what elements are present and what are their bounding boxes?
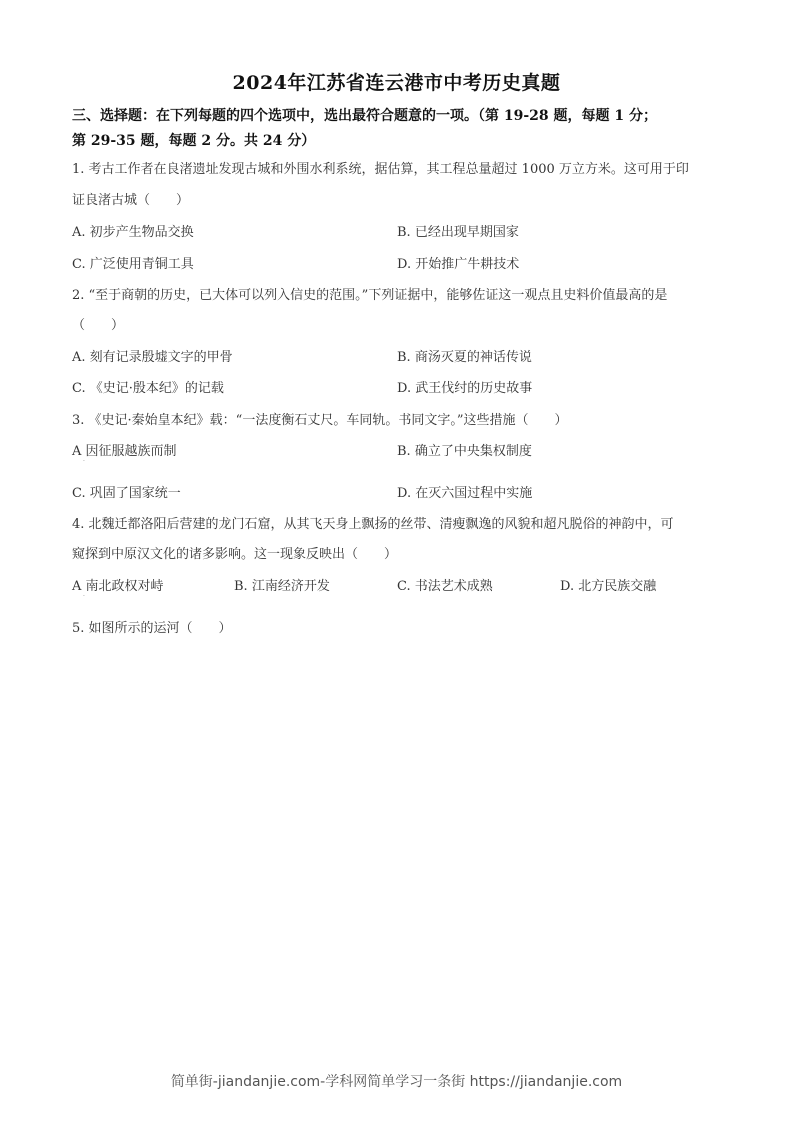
stray-dot: · xyxy=(83,593,85,600)
question-4-option-c: C. 书法艺术成熟 xyxy=(397,579,493,594)
question-2-stem-line2: （ ） xyxy=(72,318,125,333)
question-3-option-b: B. 确立了中央集权制度 xyxy=(397,444,532,459)
question-5-stem-line1: 5. 如图所示的运河（ ） xyxy=(72,621,232,636)
question-1-option-a: A. 初步产生物品交换 xyxy=(72,225,194,240)
stray-dot: · xyxy=(83,458,85,465)
question-4-option-a: A 南北政权对峙 xyxy=(72,579,164,594)
page-title: 2024年江苏省连云港市中考历史真题 xyxy=(232,72,561,94)
question-1-option-c: C. 广泛使用青铜工具 xyxy=(72,257,194,272)
question-2-option-c: C. 《史记·殷本纪》的记载 xyxy=(72,381,224,396)
question-3-option-a: A 因征服越族而制 xyxy=(72,444,177,459)
section-header-line2: 第 29-35 题，每题 2 分。共 24 分） xyxy=(72,133,316,149)
question-2-option-b: B. 商汤灭夏的神话传说 xyxy=(397,350,532,365)
question-2-option-a: A. 刻有记录殷墟文字的甲骨 xyxy=(72,350,233,365)
question-1-option-b: B. 已经出现早期国家 xyxy=(397,225,519,240)
question-4-option-b: B. 江南经济开发 xyxy=(234,579,330,594)
question-4-stem-line2: 窥探到中原汉文化的诸多影响。这一现象反映出（ ） xyxy=(72,547,398,562)
question-1-option-d: D. 开始推广牛耕技术 xyxy=(397,257,520,272)
question-4-option-d: D. 北方民族交融 xyxy=(560,579,657,594)
question-3-stem-line1: 3. 《史记·秦始皇本纪》载：“一法度衡石丈尺。车同轨。书同文字。”这些措施（ ） xyxy=(72,413,568,428)
section-header xyxy=(72,104,732,154)
question-2-option-d: D. 武王伐纣的历史故事 xyxy=(397,381,533,396)
question-2-stem-line1: 2. “至于商朝的历史，已大体可以列入信史的范围。”下列证据中，能够佐证这一观点且史料价值最高的是 xyxy=(72,288,668,303)
question-1-stem-line2: 证良渚古城（ ） xyxy=(72,193,190,208)
question-3-option-d: D. 在灭六国过程中实施 xyxy=(397,486,533,501)
question-4-stem-line1: 4. 北魏迁都洛阳后营建的龙门石窟，从其飞天身上飘扬的丝带、清瘦飘逸的风貌和超凡脱俗的神韵中，可 xyxy=(72,517,674,532)
question-1-stem-line1: 1. 考古工作者在良渚遗址发现古城和外围水利系统，据估算，其工程总量超过 1000 万立方米。这可用于印 xyxy=(72,162,689,177)
section-header-line1: 三、选择题：在下列每题的四个选项中，选出最符合题意的一项。（第 19-28 题，每题 1 分； xyxy=(72,108,658,124)
question-3-option-c: C. 巩固了国家统一 xyxy=(72,486,181,501)
footer-watermark: 简单街-jiandanjie.com-学科网简单学习一条街 https://jiandanjie.com xyxy=(170,1074,623,1090)
